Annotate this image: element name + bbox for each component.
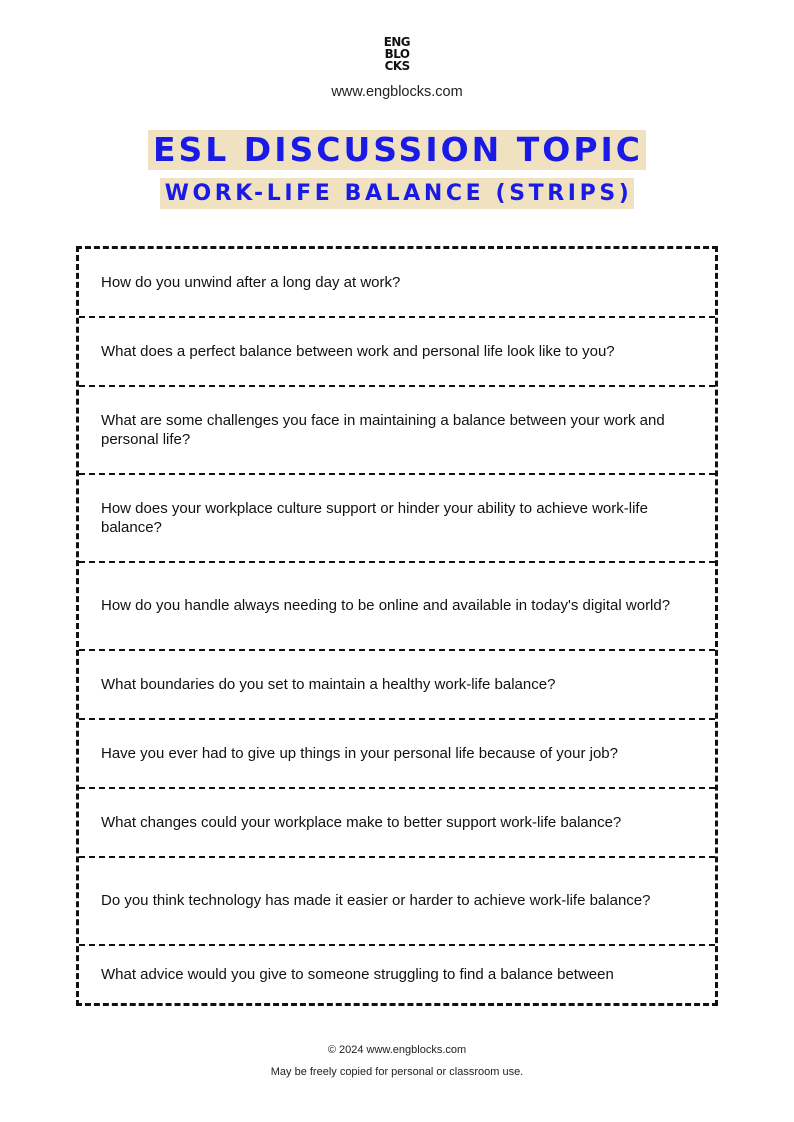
question-strips [76, 246, 718, 1006]
question-text: How do you handle always needing to be online and available in today's digital world? [101, 597, 671, 615]
question-text: What are some challenges you face in maintaining a balance between your work and personal life? [101, 411, 665, 448]
question-strip [79, 561, 715, 649]
license-notice: May be freely copied for personal or classroom use. [270, 1066, 524, 1078]
question-strip [79, 718, 715, 787]
question-text: How does your workplace culture support or hinder your ability to achieve work-life balance? [101, 499, 648, 536]
logo-line: CKS [384, 58, 410, 73]
question-strip [79, 249, 715, 316]
question-strip [79, 649, 715, 718]
website-url: www.engblocks.com [331, 84, 463, 100]
question-text: What changes could your workplace make to better support work-life balance? [101, 813, 622, 831]
question-strip [79, 944, 715, 1003]
question-text: What advice would you give to someone struggling to find a balance between [101, 965, 614, 983]
logo-line: BLO [384, 46, 410, 61]
question-text: Have you ever had to give up things in your personal life because of your job? [101, 744, 618, 762]
question-text: What boundaries do you set to maintain a healthy work-life balance? [101, 675, 556, 693]
copyright-notice: © 2024 www.engblocks.com [327, 1044, 467, 1056]
page-title: ESL DISCUSSION TOPIC [148, 130, 646, 170]
page-subtitle: WORK-LIFE BALANCE (STRIPS) [160, 178, 635, 209]
question-strip [79, 316, 715, 385]
question-text: Do you think technology has made it easier or harder to achieve work-life balance? [101, 892, 651, 910]
question-strip [79, 787, 715, 856]
question-strip [79, 385, 715, 473]
engblocks-logo [0, 36, 794, 72]
question-strip [79, 473, 715, 561]
question-text: How do you unwind after a long day at work? [101, 273, 401, 291]
question-strip [79, 856, 715, 944]
logo-line: ENG [383, 34, 411, 49]
question-text: What does a perfect balance between work and personal life look like to you? [101, 342, 615, 360]
